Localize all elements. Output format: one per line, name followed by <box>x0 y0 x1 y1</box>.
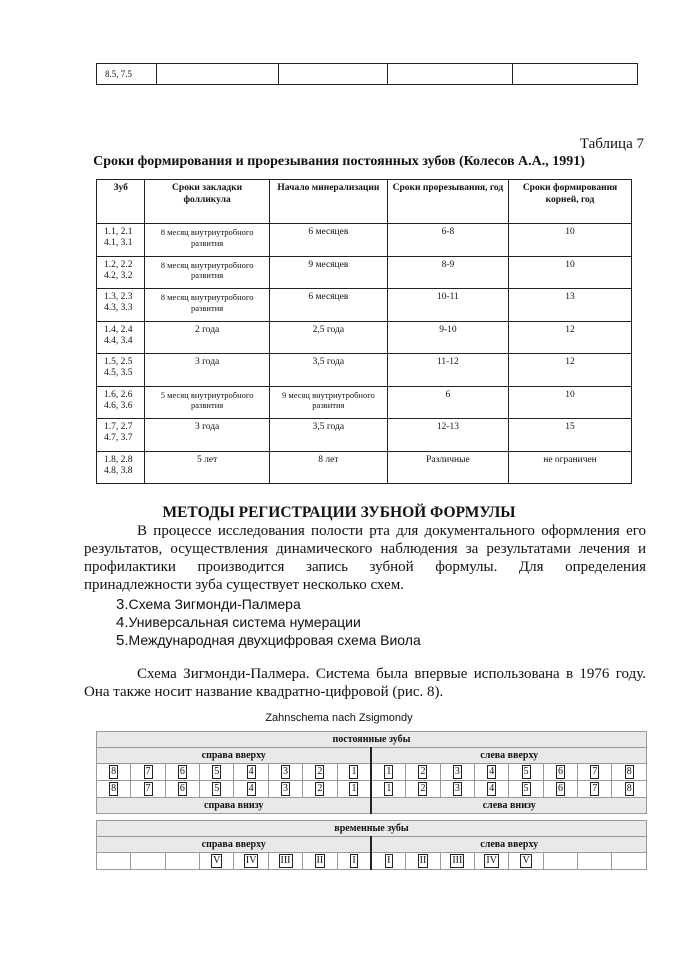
tooth-number-box: 4 <box>248 783 254 794</box>
tooth-number-box: 8 <box>626 766 632 777</box>
table-number: Таблица 7 <box>579 136 644 152</box>
tooth-number-box: V <box>213 855 221 866</box>
column-header: Сроки закладки фолликула <box>145 180 270 224</box>
table-row <box>97 256 632 289</box>
table-row <box>97 386 632 419</box>
tooth-number-box: I <box>387 855 391 866</box>
table-cell: 3,5 года <box>269 354 387 387</box>
tooth-cell <box>440 781 474 798</box>
fragment-cell <box>157 64 278 85</box>
tooth-numbers-lower: 4.8, 3.8 <box>104 465 133 476</box>
tooth-cell <box>612 764 647 781</box>
table-cell: 12 <box>509 321 632 354</box>
tooth-cell <box>578 853 612 870</box>
table-cell: 9 месяцев <box>269 256 387 289</box>
table-row <box>97 289 632 322</box>
tooth-number-box: 3 <box>454 766 460 777</box>
table-row <box>97 419 632 452</box>
table-cell: 3 года <box>145 354 270 387</box>
tooth-cell <box>543 781 577 798</box>
tooth-numbers-lower: 4.7, 3.7 <box>104 433 133 443</box>
list-item <box>116 614 361 631</box>
tooth-numbers-upper: 1.6, 2.6 <box>104 389 133 400</box>
tooth-number-box: 5 <box>214 766 220 777</box>
list-number: 3. <box>116 596 129 613</box>
tooth-cell <box>131 764 165 781</box>
tooth-number-box: 6 <box>557 783 563 794</box>
tooth-number-box: 6 <box>179 766 185 777</box>
tooth-number-box: 4 <box>489 766 495 777</box>
tooth-cell <box>268 764 302 781</box>
list-text: Схема Зигмонди-Палмера <box>128 596 301 612</box>
tooth-cell <box>268 781 302 798</box>
column-header: Начало минерализации <box>269 180 387 224</box>
fragment-cell <box>387 64 512 85</box>
table-cell: 3 года <box>145 419 270 452</box>
table-row <box>97 451 632 484</box>
previous-table-fragment <box>96 63 638 85</box>
tooth-numbers-lower: 4.1, 3.1 <box>104 238 133 248</box>
table-cell: 10-11 <box>387 289 508 322</box>
table-cell: 11-12 <box>387 354 508 387</box>
tooth-number-box: 2 <box>317 783 323 794</box>
tooth-cell <box>475 764 509 781</box>
table-body <box>97 224 632 484</box>
tooth-number-box: 1 <box>386 783 392 794</box>
tooth-cell <box>97 781 131 798</box>
tooth-number-box: 1 <box>351 766 357 777</box>
tooth-cell <box>97 764 131 781</box>
table-title: Сроки формирования и прорезывания постоянных зубов (Колесов А.А., 1991) <box>93 154 585 169</box>
tooth-number-box: 2 <box>420 783 426 794</box>
tooth-cell <box>337 853 371 870</box>
tooth-number-box: 3 <box>283 783 289 794</box>
tooth-cell <box>612 853 647 870</box>
section-title: МЕТОДЫ РЕГИСТРАЦИИ ЗУБНОЙ ФОРМУЛЫ <box>162 504 516 521</box>
tooth-numbers-cell <box>97 321 145 354</box>
tooth-cell <box>371 853 405 870</box>
tooth-number-box: V <box>522 855 530 866</box>
tooth-number-box: 3 <box>454 783 460 794</box>
tooth-cell <box>509 853 543 870</box>
zsigmondy-scheme <box>96 731 647 870</box>
tooth-cell <box>165 781 199 798</box>
tooth-numbers-cell <box>97 419 145 452</box>
paragraph-text: В процессе исследования полости рта для документального оформления его результатов, осуществления динамического наблюдения за результатами лечения и профилактики производится запись зубной формулы. Для определения принадлежности зуба существует несколько схем. <box>84 523 646 593</box>
tooth-number-box: 7 <box>145 783 151 794</box>
tooth-cell <box>200 764 234 781</box>
fragment-cell <box>278 64 387 85</box>
tooth-number-box: 7 <box>592 766 598 777</box>
tooth-numbers-cell <box>97 451 145 484</box>
table-cell: 8 месяц внутриутробного развития <box>145 289 270 322</box>
table-cell: 12 <box>509 354 632 387</box>
tooth-cell <box>200 853 234 870</box>
tooth-number-box: 7 <box>592 783 598 794</box>
table-cell: 15 <box>509 419 632 452</box>
tooth-cell <box>303 853 337 870</box>
tooth-number-box: 1 <box>386 766 392 777</box>
table-cell: 3,5 года <box>269 419 387 452</box>
tooth-cell <box>303 781 337 798</box>
tooth-numbers-upper: 1.5, 2.5 <box>104 357 133 367</box>
table-cell: 6 месяцев <box>269 289 387 322</box>
paragraph <box>84 522 646 594</box>
tooth-cell <box>165 853 199 870</box>
tooth-number-box: 5 <box>214 783 220 794</box>
lower-right-label: справа внизу <box>97 798 372 814</box>
tooth-cell <box>337 781 371 798</box>
upper-teeth-row <box>97 764 647 781</box>
tooth-numbers-lower: 4.3, 3.3 <box>104 303 133 313</box>
tooth-numbers-cell <box>97 386 145 419</box>
tooth-number-box: 4 <box>248 766 254 777</box>
tooth-numbers-cell <box>97 256 145 289</box>
table-cell: 9 месяц внутриутробного развития <box>269 386 387 419</box>
tooth-numbers-lower: 4.4, 3.4 <box>104 335 133 346</box>
paragraph-text: Схема Зигмонди-Палмера. Система была впервые использована в 1976 году. Она также носит название квадратно-цифровой (рис. 8). <box>84 666 646 700</box>
teeth-formation-table <box>96 179 632 484</box>
tooth-cell <box>440 764 474 781</box>
tooth-numbers-cell <box>97 354 145 387</box>
tooth-cell <box>406 781 440 798</box>
tooth-numbers-lower: 4.2, 3.2 <box>104 270 133 281</box>
tooth-number-box: 7 <box>145 766 151 777</box>
tooth-cell <box>509 764 543 781</box>
table-cell: 2 года <box>145 321 270 354</box>
figure-caption: Zahnschema nach Zsigmondy <box>265 712 413 724</box>
table-cell: 8-9 <box>387 256 508 289</box>
tooth-numbers-upper: 1.4, 2.4 <box>104 324 133 335</box>
tooth-cell <box>440 853 474 870</box>
tooth-cell <box>303 764 337 781</box>
tooth-number-box: I <box>352 855 356 866</box>
tooth-number-box: 5 <box>523 783 529 794</box>
tooth-cell <box>509 781 543 798</box>
tooth-number-box: III <box>280 855 291 866</box>
table-cell: 6 месяцев <box>269 224 387 257</box>
table-cell: не ограничен <box>509 451 632 484</box>
tooth-number-box: 2 <box>317 766 323 777</box>
tooth-cell <box>131 853 165 870</box>
table-cell: 5 лет <box>145 451 270 484</box>
list-number: 4. <box>116 614 129 631</box>
list-item <box>116 596 301 613</box>
tooth-number-box: 2 <box>420 766 426 777</box>
tooth-number-box: II <box>419 855 427 866</box>
table-row <box>97 321 632 354</box>
list-item <box>116 632 421 649</box>
table-cell: 9-10 <box>387 321 508 354</box>
tooth-cell <box>97 853 131 870</box>
paragraph <box>84 665 646 701</box>
tooth-number-box: 3 <box>283 766 289 777</box>
tooth-number-box: 5 <box>523 766 529 777</box>
tooth-number-box: II <box>316 855 324 866</box>
table-cell: 8 месяц внутриутробного развития <box>145 224 270 257</box>
tooth-number-box: 8 <box>626 783 632 794</box>
tooth-cell <box>371 764 405 781</box>
table-cell: 6-8 <box>387 224 508 257</box>
tooth-numbers-lower: 4.6, 3.6 <box>104 400 133 411</box>
tooth-number-box: 6 <box>179 783 185 794</box>
tooth-numbers-upper: 1.8, 2.8 <box>104 454 133 465</box>
tooth-cell <box>543 764 577 781</box>
column-header: Зуб <box>97 180 145 224</box>
tooth-cell <box>337 764 371 781</box>
permanent-teeth-label: постоянные зубы <box>97 732 647 748</box>
tooth-number-box: 4 <box>489 783 495 794</box>
tooth-cell <box>406 764 440 781</box>
tooth-cell <box>371 781 405 798</box>
table-cell: 8 месяц внутриутробного развития <box>145 256 270 289</box>
tooth-numbers-cell <box>97 289 145 322</box>
table-cell: Различные <box>387 451 508 484</box>
list-number: 5. <box>116 632 129 649</box>
tooth-cell <box>578 781 612 798</box>
lower-teeth-row <box>97 781 647 798</box>
temp-upper-left-label: слева вверху <box>371 837 646 853</box>
tooth-cell <box>234 781 268 798</box>
table-cell: 8 лет <box>269 451 387 484</box>
upper-left-label: слева вверху <box>371 748 646 764</box>
table-cell: 10 <box>509 386 632 419</box>
tooth-cell <box>165 764 199 781</box>
table-cell: 2,5 года <box>269 321 387 354</box>
tooth-number-box: 8 <box>111 783 117 794</box>
upper-right-label: справа вверху <box>97 748 372 764</box>
table-cell: 6 <box>387 386 508 419</box>
tooth-cell <box>578 764 612 781</box>
tooth-cell <box>234 853 268 870</box>
tooth-number-box: 1 <box>351 783 357 794</box>
tooth-numbers-cell <box>97 224 145 257</box>
tooth-number-box: IV <box>245 855 257 866</box>
tooth-cell <box>200 781 234 798</box>
fragment-cell <box>512 64 637 85</box>
tooth-cell <box>234 764 268 781</box>
tooth-number-box: 6 <box>557 766 563 777</box>
tooth-cell <box>612 781 647 798</box>
table-cell: 12-13 <box>387 419 508 452</box>
column-header: Сроки формирования корней, год <box>509 180 632 224</box>
tooth-cell <box>406 853 440 870</box>
tooth-number-box: 8 <box>111 766 117 777</box>
fragment-cell: 8.5, 7.5 <box>97 64 157 85</box>
table-cell: 10 <box>509 256 632 289</box>
tooth-numbers-upper: 1.7, 2.7 <box>104 422 133 432</box>
temporary-teeth-row <box>97 853 647 870</box>
tooth-cell <box>543 853 577 870</box>
tooth-cell <box>475 853 509 870</box>
table-cell: 5 месяц внутриутробного развития <box>145 386 270 419</box>
tooth-numbers-upper: 1.2, 2.2 <box>104 259 133 270</box>
tooth-cell <box>268 853 302 870</box>
tooth-numbers-upper: 1.1, 2.1 <box>104 227 133 237</box>
table-cell: 10 <box>509 224 632 257</box>
tooth-number-box: III <box>452 855 463 866</box>
tooth-numbers-upper: 1.3, 2.3 <box>104 292 133 302</box>
temporary-teeth-label: временные зубы <box>97 821 647 837</box>
tooth-cell <box>475 781 509 798</box>
list-text: Универсальная система нумерации <box>128 614 361 630</box>
temp-upper-right-label: справа вверху <box>97 837 372 853</box>
table-row <box>97 354 632 387</box>
list-text: Международная двухцифровая схема Виола <box>128 632 421 648</box>
table-row <box>97 224 632 257</box>
lower-left-label: слева внизу <box>371 798 646 814</box>
tooth-numbers-lower: 4.5, 3.5 <box>104 368 133 378</box>
column-header: Сроки прорезывания, год <box>387 180 508 224</box>
spacer-row <box>97 814 647 821</box>
tooth-number-box: IV <box>486 855 497 866</box>
table-cell: 13 <box>509 289 632 322</box>
tooth-cell <box>131 781 165 798</box>
